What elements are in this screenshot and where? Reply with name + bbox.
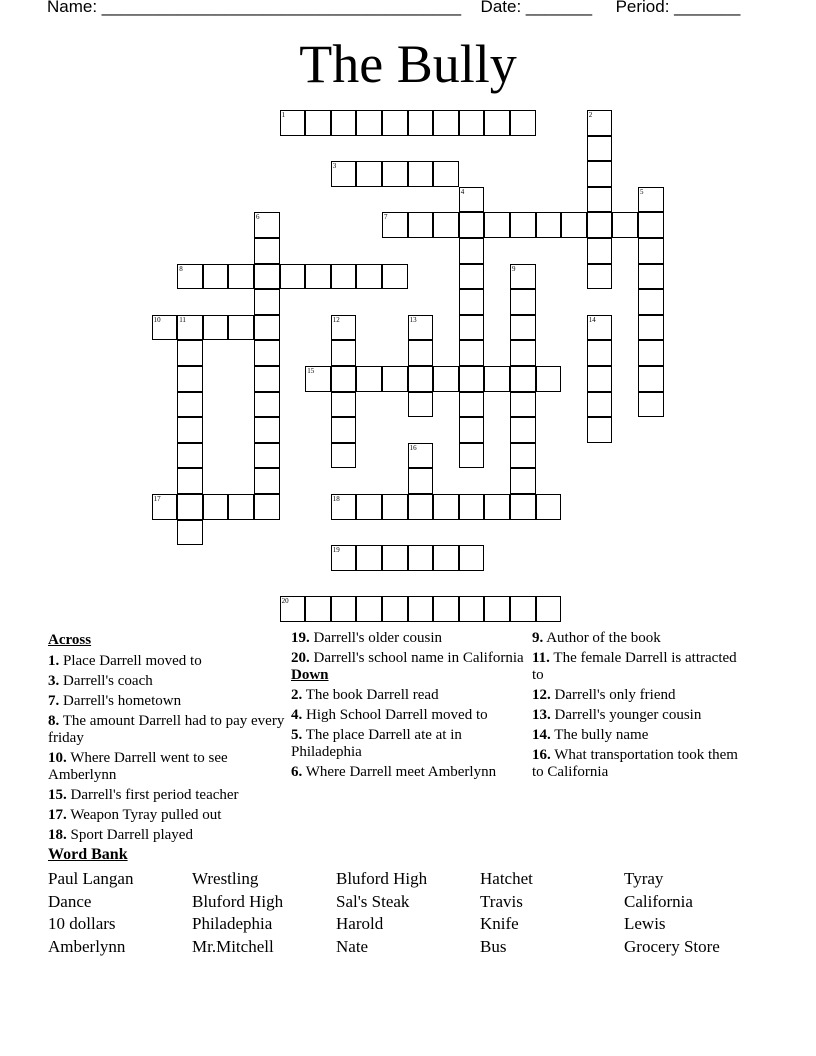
crossword-cell[interactable] <box>177 520 203 546</box>
crossword-cell[interactable] <box>177 417 203 443</box>
crossword-cell[interactable] <box>638 392 664 418</box>
crossword-cell[interactable] <box>510 110 536 136</box>
crossword-cell[interactable] <box>408 161 434 187</box>
crossword-cell[interactable] <box>382 545 408 571</box>
clue-item: 6. Where Darrell meet Amberlynn <box>291 764 497 780</box>
crossword-cell[interactable] <box>459 187 485 213</box>
crossword-cell[interactable] <box>484 596 510 622</box>
crossword-cell[interactable] <box>305 596 331 622</box>
crossword-cell[interactable] <box>459 417 485 443</box>
word-bank-item: Travis <box>480 891 523 911</box>
clue-item: 19. Darrell's older cousin <box>291 630 442 646</box>
down-heading: Down <box>291 667 329 683</box>
crossword-cell[interactable] <box>561 212 587 238</box>
crossword-cell[interactable] <box>459 238 485 264</box>
crossword-cell[interactable] <box>510 289 536 315</box>
crossword-cell[interactable] <box>638 366 664 392</box>
clue-number: 8 <box>179 264 183 273</box>
clue-number: 1 <box>281 111 286 119</box>
clue-number: 11 <box>179 315 186 324</box>
crossword-cell[interactable] <box>638 264 664 290</box>
crossword-cell[interactable] <box>459 596 485 622</box>
word-bank-item: Nate <box>336 937 369 957</box>
crossword-cell[interactable] <box>254 366 280 392</box>
crossword-cell[interactable] <box>459 340 485 366</box>
crossword-cell[interactable] <box>459 392 485 418</box>
crossword-cell[interactable] <box>510 443 536 469</box>
word-bank <box>48 868 788 959</box>
clue-number: 19 <box>332 546 340 555</box>
crossword-cell[interactable] <box>587 417 613 443</box>
crossword-cell[interactable] <box>587 392 613 418</box>
crossword-cell[interactable] <box>433 110 459 136</box>
crossword-cell[interactable] <box>254 417 280 443</box>
crossword-cell[interactable] <box>587 187 613 213</box>
crossword-cell[interactable] <box>331 340 357 366</box>
word-bank-item: Grocery Store <box>624 937 720 957</box>
crossword-cell[interactable] <box>228 264 254 290</box>
clue-item: 11. The female Darrell is attracted to <box>532 650 737 683</box>
clue-item: 8. The amount Darrell had to pay every friday <box>48 713 285 746</box>
crossword-cell[interactable] <box>587 315 613 341</box>
crossword-cell[interactable] <box>510 596 536 622</box>
crossword-cell[interactable] <box>587 212 613 238</box>
crossword-cell[interactable] <box>177 315 203 341</box>
word-bank-item: Bus <box>480 937 507 957</box>
crossword-cell[interactable] <box>433 212 459 238</box>
crossword-cell[interactable] <box>638 315 664 341</box>
crossword-cell[interactable] <box>203 494 229 520</box>
crossword-cell[interactable] <box>331 110 357 136</box>
word-bank-heading: Word Bank <box>48 846 128 863</box>
crossword-cell[interactable] <box>587 136 613 162</box>
crossword-cell[interactable] <box>356 494 382 520</box>
crossword-cell[interactable] <box>408 340 434 366</box>
crossword-cell[interactable] <box>356 161 382 187</box>
crossword-cell[interactable] <box>510 417 536 443</box>
clue-item: 9. Author of the book <box>532 630 661 646</box>
crossword-cell[interactable] <box>254 443 280 469</box>
crossword-cell[interactable] <box>177 392 203 418</box>
crossword-cell[interactable] <box>152 494 178 520</box>
crossword-cell[interactable] <box>587 238 613 264</box>
clue-item: 16. What transportation took them to California <box>532 747 738 780</box>
crossword-cell[interactable] <box>331 161 357 187</box>
crossword-cell[interactable] <box>638 340 664 366</box>
crossword-cell[interactable] <box>433 366 459 392</box>
crossword-cell[interactable] <box>382 264 408 290</box>
crossword-cell[interactable] <box>356 545 382 571</box>
crossword-cell[interactable] <box>459 366 485 392</box>
crossword-cell[interactable] <box>254 494 280 520</box>
name-field-label[interactable]: Name: ______________________________________ <box>47 0 462 16</box>
crossword-cell[interactable] <box>433 161 459 187</box>
crossword-cell[interactable] <box>152 315 178 341</box>
crossword-cell[interactable] <box>433 596 459 622</box>
word-bank-item: Lewis <box>624 914 666 934</box>
word-bank-item: Amberlynn <box>48 937 126 957</box>
crossword-cell[interactable] <box>382 212 408 238</box>
crossword-cell[interactable] <box>536 596 562 622</box>
clue-item: 18. Sport Darrell played <box>48 827 193 843</box>
crossword-cell[interactable] <box>510 264 536 290</box>
crossword-cell[interactable] <box>459 545 485 571</box>
crossword-cell[interactable] <box>459 443 485 469</box>
crossword-cell[interactable] <box>382 110 408 136</box>
crossword-cell[interactable] <box>484 110 510 136</box>
clue-number: 5 <box>640 187 644 196</box>
clue-number: 18 <box>332 495 340 503</box>
crossword-cell[interactable] <box>587 264 613 290</box>
crossword-cell[interactable] <box>331 545 357 571</box>
word-bank-item: Knife <box>480 914 519 934</box>
word-bank-item: Paul Langan <box>48 869 134 888</box>
crossword-cell[interactable] <box>254 264 280 290</box>
crossword-cell[interactable] <box>433 494 459 520</box>
crossword-cell[interactable] <box>254 392 280 418</box>
crossword-cell[interactable] <box>510 212 536 238</box>
crossword-cell[interactable] <box>254 315 280 341</box>
clue-item: 4. High School Darrell moved to <box>291 707 488 723</box>
crossword-cell[interactable] <box>459 212 485 238</box>
crossword-cell[interactable] <box>408 110 434 136</box>
clue-number: 9 <box>512 264 516 273</box>
crossword-cell[interactable] <box>510 315 536 341</box>
crossword-cell[interactable] <box>638 289 664 315</box>
crossword-cell[interactable] <box>331 366 357 392</box>
crossword-cell[interactable] <box>356 110 382 136</box>
crossword-cell[interactable] <box>177 264 203 290</box>
crossword-cell[interactable] <box>228 315 254 341</box>
crossword-cell[interactable] <box>254 212 280 238</box>
crossword-cell[interactable] <box>254 289 280 315</box>
word-bank-item: Philadephia <box>192 914 273 934</box>
clue-number: 6 <box>256 213 260 222</box>
clue-number: 3 <box>332 162 337 171</box>
crossword-cell[interactable] <box>484 494 510 520</box>
crossword-cell[interactable] <box>177 494 203 520</box>
crossword-cell[interactable] <box>331 264 357 290</box>
clue-item: 17. Weapon Tyray pulled out <box>48 807 222 823</box>
word-bank-item: California <box>624 891 693 911</box>
clue-item: 15. Darrell's first period teacher <box>48 787 239 803</box>
clue-column-3 <box>532 630 742 784</box>
word-bank-item: 10 dollars <box>48 914 116 934</box>
word-bank-item: Dance <box>48 891 92 911</box>
crossword-cell[interactable] <box>356 264 382 290</box>
crossword-cell[interactable] <box>356 366 382 392</box>
crossword-cell[interactable] <box>305 366 331 392</box>
period-field-label[interactable]: Period: _______ <box>615 0 741 16</box>
crossword-cell[interactable] <box>459 110 485 136</box>
crossword-cell[interactable] <box>280 264 306 290</box>
crossword-cell[interactable] <box>280 110 306 136</box>
crossword-cell[interactable] <box>484 366 510 392</box>
crossword-cell[interactable] <box>408 443 434 469</box>
crossword-cell[interactable] <box>356 596 382 622</box>
crossword-cell[interactable] <box>305 110 331 136</box>
crossword-cell[interactable] <box>433 545 459 571</box>
clue-item: 3. Darrell's coach <box>48 673 153 689</box>
crossword-cell[interactable] <box>331 494 357 520</box>
clue-item: 20. Darrell's school name in California <box>291 650 524 666</box>
word-bank-item: Wrestling <box>192 869 259 888</box>
crossword-cell[interactable] <box>536 212 562 238</box>
crossword-cell[interactable] <box>382 366 408 392</box>
clue-item: 14. The bully name <box>532 727 649 743</box>
crossword-cell[interactable] <box>459 289 485 315</box>
clue-column-1 <box>48 630 288 847</box>
crossword-cell[interactable] <box>510 340 536 366</box>
clue-number: 4 <box>460 187 465 196</box>
clue-number: 17 <box>153 495 161 503</box>
clue-item: 12. Darrell's only friend <box>532 687 676 703</box>
clue-item: 7. Darrell's hometown <box>48 693 182 709</box>
crossword-cell[interactable] <box>408 315 434 341</box>
crossword-cell[interactable] <box>228 494 254 520</box>
crossword-cell[interactable] <box>254 340 280 366</box>
crossword-cell[interactable] <box>203 315 229 341</box>
crossword-cell[interactable] <box>587 366 613 392</box>
clue-item: 1. Place Darrell moved to <box>48 653 202 669</box>
crossword-cell[interactable] <box>331 417 357 443</box>
crossword-cell[interactable] <box>510 494 536 520</box>
crossword-cell[interactable] <box>536 366 562 392</box>
word-bank-item: Bluford High <box>192 891 284 911</box>
word-bank-item: Harold <box>336 914 384 934</box>
clue-number: 2 <box>588 111 593 119</box>
clue-number: 13 <box>409 315 417 324</box>
crossword-cell[interactable] <box>177 366 203 392</box>
crossword-cell[interactable] <box>331 315 357 341</box>
crossword-cell[interactable] <box>382 596 408 622</box>
crossword-cell[interactable] <box>510 468 536 494</box>
page-title: The Bully <box>299 34 517 94</box>
clue-number: 15 <box>307 367 315 375</box>
crossword-cell[interactable] <box>638 187 664 213</box>
word-bank-item: Mr.Mitchell <box>192 937 274 957</box>
crossword-cell[interactable] <box>587 161 613 187</box>
crossword-cell[interactable] <box>408 366 434 392</box>
clue-number: 10 <box>153 315 161 324</box>
crossword-cell[interactable] <box>408 596 434 622</box>
across-heading: Across <box>48 632 92 648</box>
clue-item: 5. The place Darrell ate at in Philadephia <box>291 727 462 760</box>
crossword-cell[interactable] <box>459 494 485 520</box>
crossword-cell[interactable] <box>510 366 536 392</box>
crossword-cell[interactable] <box>587 110 613 136</box>
crossword-cell[interactable] <box>536 494 562 520</box>
crossword-cell[interactable] <box>254 238 280 264</box>
crossword-cell[interactable] <box>305 264 331 290</box>
crossword-cell[interactable] <box>459 315 485 341</box>
date-field-label[interactable]: Date: _______ <box>480 0 593 16</box>
word-bank-item: Sal's Steak <box>336 891 410 911</box>
crossword-cell[interactable] <box>203 264 229 290</box>
crossword-cell[interactable] <box>280 596 306 622</box>
crossword-cell[interactable] <box>382 161 408 187</box>
clue-number: 16 <box>409 443 417 452</box>
crossword-cell[interactable] <box>177 468 203 494</box>
crossword-cell[interactable] <box>510 392 536 418</box>
clue-item: 2. The book Darrell read <box>291 687 439 703</box>
crossword-cell[interactable] <box>408 392 434 418</box>
crossword-cell[interactable] <box>638 212 664 238</box>
crossword-cell[interactable] <box>408 545 434 571</box>
crossword-cell[interactable] <box>612 212 638 238</box>
crossword-cell[interactable] <box>484 212 510 238</box>
clue-number: 20 <box>281 597 289 606</box>
clue-number: 12 <box>332 315 340 324</box>
word-bank-item: Tyray <box>624 869 664 888</box>
crossword-cell[interactable] <box>382 494 408 520</box>
clue-column-2 <box>291 630 531 784</box>
crossword-cell[interactable] <box>408 468 434 494</box>
crossword-cell[interactable] <box>459 264 485 290</box>
word-bank-item: Bluford High <box>336 869 428 888</box>
crossword-cell[interactable] <box>177 443 203 469</box>
crossword-cell[interactable] <box>254 468 280 494</box>
clue-number: 14 <box>588 315 596 324</box>
crossword-cell[interactable] <box>408 212 434 238</box>
crossword-cell[interactable] <box>638 238 664 264</box>
crossword-cell[interactable] <box>331 392 357 418</box>
clue-item: 13. Darrell's younger cousin <box>532 707 702 723</box>
crossword-cell[interactable] <box>331 443 357 469</box>
crossword-cell[interactable] <box>587 340 613 366</box>
word-bank-item: Hatchet <box>480 869 533 888</box>
crossword-cell[interactable] <box>177 340 203 366</box>
crossword-cell[interactable] <box>331 596 357 622</box>
clue-item: 10. Where Darrell went to see Amberlynn <box>48 750 228 783</box>
crossword-cell[interactable] <box>408 494 434 520</box>
clue-number: 7 <box>384 213 388 222</box>
